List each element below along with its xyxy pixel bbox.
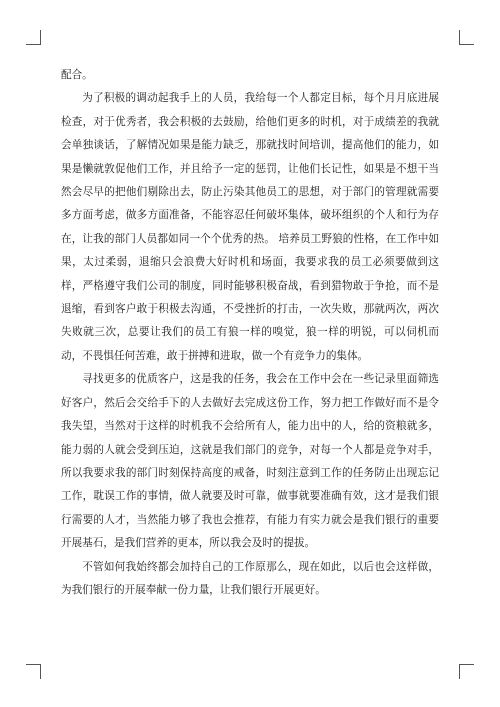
document-body bbox=[61, 64, 439, 602]
paragraph-4: 不管如何我始终都会加持自己的工作原那么，现在如此，以后也会这样做，为我们银行的开展奉献一份力量，让我们银行开展更好。 bbox=[61, 560, 439, 596]
paragraph-2: 为了积极的调动起我手上的人员，我给每一个人都定目标，每个月月底进展检查，对于优秀者，我会积极的去鼓励，给他们更多的时机，对于成绩差的我就会单独谈话，了解情况如果是能力缺乏，那就找时间培训，提高他们的能力，如果是懒就敦促他们工作，并且给予一定的惩罚，让他们长记性，如果是不想干当然会尽早的把他们剔除出去，防止污染其他员工的思想，对于部门的管理就需要多方面考虑，做多方面准备，不能容忍任何破坏集体，破坏组织的个人和行为存在，让我的部门人员都如同一个个优秀的热。 培养员工野狼的性格，在工作中如果，太过柔弱，退缩只会浪费大好时机和场面，我要求我的员工必须要做到这样，严格遵守我们公司的制度，同时能够积极奋战，看到猎物敢于争抢，而不是退缩，看到客户敢于积极去沟通，不受挫折的打击，一次失败，那就两次，两次失败就三次，总要让我们的员工有狼一样的嗅觉，狼一样的明锐，可以伺机而动，不畏惧任何苦难，敢于拼搏和进取，做一个有竞争力的集体。 bbox=[61, 92, 439, 362]
paragraph-1: 配合。 bbox=[61, 69, 93, 81]
crop-mark-top-right bbox=[459, 30, 474, 45]
paragraph-3: 寻找更多的优质客户，这是我的任务，我会在工作中会在一些记录里面筛选好客户，然后会交给手下的人去做好去完成这份工作，努力把工作做好而不是令我失望，当然对于这样的时机我不会给所有人，能力出中的人，给的资粮就多，能力弱的人就会受到压迫，这就是我们部门的竞争，对每一个人都是竞争对手，所以我要求我的部门时刻保持高度的戒备，时刻注意到工作的任务防止出现忘记工作，耽误工作的事情，做人就要及时可靠，做事就要准确有效，这才是我们银行需要的人才，当然能力够了我也会推荐，有能力有实力就会是我们银行的重要开展基石，是我们营养的更本，所以我会及时的提拔。 bbox=[61, 373, 439, 550]
crop-mark-top-left bbox=[26, 30, 41, 45]
crop-mark-bottom-right bbox=[459, 664, 474, 679]
crop-mark-bottom-left bbox=[26, 664, 41, 679]
